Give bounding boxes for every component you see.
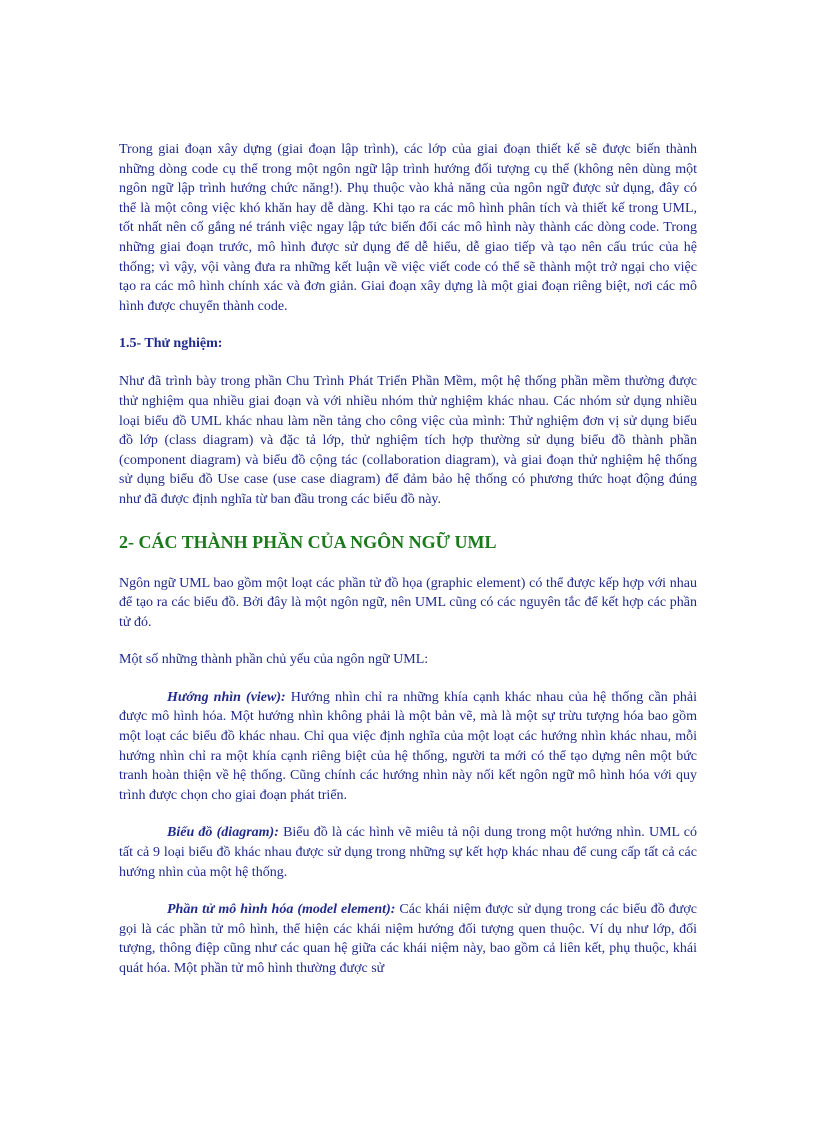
- paragraph-view: [119, 688, 697, 806]
- spacer: [119, 316, 697, 334]
- paragraph-model-element: [119, 900, 697, 978]
- spacer: [119, 882, 697, 900]
- heading-uml-components: 2- CÁC THÀNH PHẦN CỦA NGÔN NGỮ UML: [119, 531, 497, 552]
- spacer: [119, 354, 697, 372]
- text-diagram: Biểu đồ là các hình vẽ miêu tả nội dung trong một hướng nhìn. UML có tất cả 9 loại biểu đồ khác nhau được sử dụng trong những sự kết hợp khác nhau để cung cấp tất cả các hướng nhìn của một hệ thống.: [119, 825, 697, 880]
- spacer: [119, 554, 697, 574]
- term-view: Hướng nhìn (view):: [167, 689, 286, 705]
- text-model-element: Các khái niệm được sử dụng trong các biểu đồ được gọi là các phần tử mô hình, thể hiện các khái niệm hướng đối tượng quen thuộc. Ví dụ như lớp, đối tượng, thông điệp cũng như các quan hệ giữa các khái niệm này, bao gồm cả liên kết, phụ thuộc, khái quát hóa. Một phần tử mô hình thường được sử: [119, 902, 698, 976]
- spacer: [119, 632, 697, 650]
- spacer: [119, 510, 697, 530]
- paragraph-uml-intro: Ngôn ngữ UML bao gồm một loạt các phần tử đồ họa (graphic element) có thể được kếp hợp với nhau để tạo ra các biểu đồ. Bởi đây là một ngôn ngữ, nên UML cũng có các nguyên tắc để kết hợp các phần tử đó.: [119, 575, 697, 630]
- term-diagram: Biểu đồ (diagram):: [167, 825, 279, 841]
- spacer: [119, 805, 697, 823]
- paragraph-diagram: [119, 823, 697, 882]
- text-view: Hướng nhìn chỉ ra những khía cạnh khác nhau của hệ thống cần phải được mô hình hóa. Một hướng nhìn không phải là một bản vẽ, mà là một sự trừu tượng hóa bao gồm một loạt các biểu đồ khác nhau. Chỉ qua việc định nghĩa của một loạt các hướng nhìn khác nhau, mỗi hướng nhìn chỉ ra một khía cạnh riêng biệt của hệ thống, người ta mới có thể tạo dựng nên một bức tranh hoàn thiện về hệ thống. Cũng chính các hướng nhìn này nối kết ngôn ngữ mô hình hóa với quy trình được chọn cho giai đoạn phát triển.: [119, 689, 697, 803]
- spacer: [119, 670, 697, 688]
- term-model-element: Phần tử mô hình hóa (model element):: [167, 902, 396, 918]
- paragraph-main-components: Một số những thành phần chủ yếu của ngôn ngữ UML:: [119, 652, 429, 668]
- heading-testing: 1.5- Thử nghiệm:: [119, 336, 223, 352]
- document-page: [119, 140, 697, 979]
- paragraph-testing: Như đã trình bày trong phần Chu Trình Phát Triển Phần Mềm, một hệ thống phần mềm thường được thử nghiệm qua nhiều giai đoạn và với nhiều nhóm thử nghiệm khác nhau. Các nhóm sử dụng nhiều loại biểu đồ UML khác nhau làm nền tảng cho công việc của mình: Thử nghiệm đơn vị sử dụng biểu đồ lớp (class diagram) và đặc tả lớp, thử nghiệm tích hợp thường sử dụng biểu đồ thành phần (component diagram) và biểu đồ cộng tác (collaboration diagram), và giai đoạn thử nghiệm hệ thống sử dụng biểu đồ Use case (use case diagram) để đảm bảo hệ thống có phương thức hoạt động đúng như đã được định nghĩa từ ban đầu trong các biểu đồ này.: [119, 374, 697, 507]
- paragraph-construction-phase: Trong giai đoạn xây dựng (giai đoạn lập trình), các lớp của giai đoạn thiết kế sẽ được biến thành những dòng code cụ thể trong một ngôn ngữ lập trình hướng đối tượng cụ thể (không nên dùng một ngôn ngữ lập trình hướng chức năng!). Phụ thuộc vào khả năng của ngôn ngữ được sử dụng, đây có thể là một công việc khó khăn hay dễ dàng. Khi tạo ra các mô hình phân tích và thiết kế trong UML, tốt nhất nên cố gắng né tránh việc ngay lập tức biến đổi các mô hình này thành các dòng code. Trong những giai đoạn trước, mô hình được sử dụng để dễ hiểu, dễ giao tiếp và tạo nên cấu trúc của hệ thống; vì vậy, vội vàng đưa ra những kết luận về việc viết code có thể sẽ thành một trở ngại cho việc tạo ra các mô hình chính xác và đơn giản. Giai đoạn xây dựng là một giai đoạn riêng biệt, nơi các mô hình được chuyển thành code.: [119, 142, 697, 314]
